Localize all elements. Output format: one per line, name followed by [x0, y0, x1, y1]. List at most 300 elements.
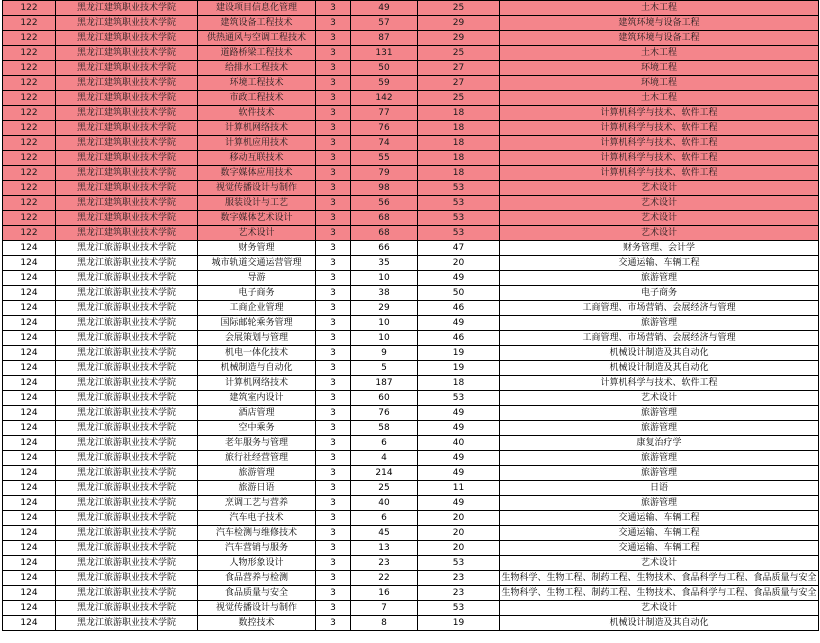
duration-cell[interactable]: 3: [316, 466, 351, 481]
major-cell[interactable]: 数字媒体艺术设计: [198, 211, 316, 226]
duration-cell[interactable]: 3: [316, 541, 351, 556]
school-code-cell[interactable]: 122: [3, 1, 56, 16]
major-cell[interactable]: 艺术设计: [198, 226, 316, 241]
category-code-cell[interactable]: 53: [418, 196, 500, 211]
enrollment-cell[interactable]: 79: [351, 166, 418, 181]
table-row: [3, 541, 819, 556]
enrollment-cell[interactable]: 13: [351, 541, 418, 556]
school-name-cell[interactable]: 黑龙江建筑职业技术学院: [56, 76, 198, 91]
target-major-cell[interactable]: 艺术设计: [500, 391, 819, 406]
duration-cell[interactable]: 3: [316, 121, 351, 136]
target-major-cell[interactable]: 计算机科学与技术、软件工程: [500, 136, 819, 151]
school-name-cell[interactable]: 黑龙江建筑职业技术学院: [56, 226, 198, 241]
category-code-cell[interactable]: 25: [418, 46, 500, 61]
major-cell[interactable]: 食品质量与安全: [198, 586, 316, 601]
enrollment-cell[interactable]: 214: [351, 466, 418, 481]
target-major-cell[interactable]: 艺术设计: [500, 181, 819, 196]
category-code-cell[interactable]: 49: [418, 271, 500, 286]
enrollment-cell[interactable]: 76: [351, 121, 418, 136]
target-major-cell[interactable]: 旅游管理: [500, 406, 819, 421]
major-cell[interactable]: 汽车营销与服务: [198, 541, 316, 556]
target-major-cell[interactable]: 计算机科学与技术、软件工程: [500, 121, 819, 136]
target-major-cell[interactable]: 日语: [500, 481, 819, 496]
duration-cell[interactable]: 3: [316, 586, 351, 601]
category-code-cell[interactable]: 29: [418, 31, 500, 46]
major-cell[interactable]: 财务管理: [198, 241, 316, 256]
enrollment-cell[interactable]: 22: [351, 571, 418, 586]
duration-cell[interactable]: 3: [316, 76, 351, 91]
category-code-cell[interactable]: 53: [418, 556, 500, 571]
duration-cell[interactable]: 3: [316, 286, 351, 301]
major-cell[interactable]: 给排水工程技术: [198, 61, 316, 76]
category-code-cell[interactable]: 18: [418, 136, 500, 151]
target-major-cell[interactable]: 机械设计制造及其自动化: [500, 361, 819, 376]
duration-cell[interactable]: 3: [316, 421, 351, 436]
table-row: [3, 226, 819, 241]
school-name-cell[interactable]: 黑龙江建筑职业技术学院: [56, 1, 198, 16]
enrollment-cell[interactable]: 29: [351, 301, 418, 316]
category-code-cell[interactable]: 50: [418, 286, 500, 301]
school-code-cell[interactable]: 124: [3, 391, 56, 406]
duration-cell[interactable]: 3: [316, 46, 351, 61]
duration-cell[interactable]: 3: [316, 136, 351, 151]
school-code-cell[interactable]: 124: [3, 556, 56, 571]
school-name-cell[interactable]: 黑龙江旅游职业技术学院: [56, 421, 198, 436]
enrollment-cell[interactable]: 131: [351, 46, 418, 61]
major-cell[interactable]: 供热通风与空调工程技术: [198, 31, 316, 46]
school-code-cell[interactable]: 124: [3, 601, 56, 616]
target-major-cell[interactable]: 电子商务: [500, 286, 819, 301]
school-name-cell[interactable]: 黑龙江旅游职业技术学院: [56, 616, 198, 631]
target-major-cell[interactable]: 计算机科学与技术、软件工程: [500, 151, 819, 166]
enrollment-cell[interactable]: 16: [351, 586, 418, 601]
school-code-cell[interactable]: 124: [3, 466, 56, 481]
major-cell[interactable]: 计算机应用技术: [198, 136, 316, 151]
category-code-cell[interactable]: 53: [418, 211, 500, 226]
category-code-cell[interactable]: 49: [418, 451, 500, 466]
category-code-cell[interactable]: 46: [418, 331, 500, 346]
school-name-cell[interactable]: 黑龙江建筑职业技术学院: [56, 31, 198, 46]
target-major-cell[interactable]: 机械设计制造及其自动化: [500, 616, 819, 631]
school-name-cell[interactable]: 黑龙江旅游职业技术学院: [56, 526, 198, 541]
major-cell[interactable]: 计算机网络技术: [198, 121, 316, 136]
major-cell[interactable]: 市政工程技术: [198, 91, 316, 106]
category-code-cell[interactable]: 53: [418, 226, 500, 241]
duration-cell[interactable]: 3: [316, 196, 351, 211]
duration-cell[interactable]: 3: [316, 571, 351, 586]
enrollment-cell[interactable]: 77: [351, 106, 418, 121]
school-code-cell[interactable]: 122: [3, 76, 56, 91]
enrollment-cell[interactable]: 35: [351, 256, 418, 271]
school-name-cell[interactable]: 黑龙江旅游职业技术学院: [56, 511, 198, 526]
category-code-cell[interactable]: 20: [418, 256, 500, 271]
school-code-cell[interactable]: 124: [3, 331, 56, 346]
target-major-cell[interactable]: 艺术设计: [500, 601, 819, 616]
school-name-cell[interactable]: 黑龙江旅游职业技术学院: [56, 481, 198, 496]
major-cell[interactable]: 视觉传播设计与制作: [198, 181, 316, 196]
school-name-cell[interactable]: 黑龙江建筑职业技术学院: [56, 211, 198, 226]
table-row: [3, 241, 819, 256]
school-name-cell[interactable]: 黑龙江旅游职业技术学院: [56, 286, 198, 301]
school-code-cell[interactable]: 124: [3, 316, 56, 331]
target-major-cell[interactable]: 计算机科学与技术、软件工程: [500, 376, 819, 391]
school-code-cell[interactable]: 124: [3, 271, 56, 286]
category-code-cell[interactable]: 11: [418, 481, 500, 496]
duration-cell[interactable]: 3: [316, 436, 351, 451]
major-cell[interactable]: 汽车电子技术: [198, 511, 316, 526]
target-major-cell[interactable]: 计算机科学与技术、软件工程: [500, 106, 819, 121]
category-code-cell[interactable]: 27: [418, 76, 500, 91]
school-code-cell[interactable]: 124: [3, 256, 56, 271]
target-major-cell[interactable]: 土木工程: [500, 1, 819, 16]
major-cell[interactable]: 国际邮轮乘务管理: [198, 316, 316, 331]
major-cell[interactable]: 烹调工艺与营养: [198, 496, 316, 511]
school-name-cell[interactable]: 黑龙江建筑职业技术学院: [56, 166, 198, 181]
duration-cell[interactable]: 3: [316, 61, 351, 76]
duration-cell[interactable]: 3: [316, 526, 351, 541]
enrollment-cell[interactable]: 4: [351, 451, 418, 466]
school-name-cell[interactable]: 黑龙江旅游职业技术学院: [56, 271, 198, 286]
school-name-cell[interactable]: 黑龙江建筑职业技术学院: [56, 106, 198, 121]
enrollment-cell[interactable]: 9: [351, 346, 418, 361]
target-major-cell[interactable]: 旅游管理: [500, 496, 819, 511]
duration-cell[interactable]: 3: [316, 181, 351, 196]
duration-cell[interactable]: 3: [316, 331, 351, 346]
duration-cell[interactable]: 3: [316, 481, 351, 496]
major-cell[interactable]: 软件技术: [198, 106, 316, 121]
category-code-cell[interactable]: 49: [418, 421, 500, 436]
target-major-cell[interactable]: 计算机科学与技术、软件工程: [500, 166, 819, 181]
enrollment-cell[interactable]: 98: [351, 181, 418, 196]
category-code-cell[interactable]: 18: [418, 106, 500, 121]
duration-cell[interactable]: 3: [316, 91, 351, 106]
major-cell[interactable]: 建设项目信息化管理: [198, 1, 316, 16]
major-cell[interactable]: 旅行社经营管理: [198, 451, 316, 466]
target-major-cell[interactable]: 旅游管理: [500, 421, 819, 436]
major-cell[interactable]: 机电一体化技术: [198, 346, 316, 361]
duration-cell[interactable]: 3: [316, 256, 351, 271]
enrollment-cell[interactable]: 68: [351, 211, 418, 226]
duration-cell[interactable]: 3: [316, 601, 351, 616]
school-name-cell[interactable]: 黑龙江旅游职业技术学院: [56, 466, 198, 481]
enrollment-cell[interactable]: 57: [351, 16, 418, 31]
major-cell[interactable]: 电子商务: [198, 286, 316, 301]
target-major-cell[interactable]: 艺术设计: [500, 196, 819, 211]
major-cell[interactable]: 空中乘务: [198, 421, 316, 436]
school-code-cell[interactable]: 124: [3, 586, 56, 601]
school-code-cell[interactable]: 122: [3, 136, 56, 151]
enrollment-cell[interactable]: 55: [351, 151, 418, 166]
major-cell[interactable]: 数控技术: [198, 616, 316, 631]
category-code-cell[interactable]: 29: [418, 16, 500, 31]
school-code-cell[interactable]: 122: [3, 211, 56, 226]
enrollment-cell[interactable]: 50: [351, 61, 418, 76]
major-cell[interactable]: 人物形象设计: [198, 556, 316, 571]
target-major-cell[interactable]: 生物科学、生物工程、制药工程、生物技术、食品科学与工程、食品质量与安全: [500, 586, 819, 601]
category-code-cell[interactable]: 19: [418, 346, 500, 361]
target-major-cell[interactable]: 工商管理、市场营销、会展经济与管理: [500, 331, 819, 346]
school-name-cell[interactable]: 黑龙江旅游职业技术学院: [56, 451, 198, 466]
school-name-cell[interactable]: 黑龙江旅游职业技术学院: [56, 496, 198, 511]
school-name-cell[interactable]: 黑龙江旅游职业技术学院: [56, 301, 198, 316]
duration-cell[interactable]: 3: [316, 406, 351, 421]
target-major-cell[interactable]: 康复治疗学: [500, 436, 819, 451]
target-major-cell[interactable]: 生物科学、生物工程、制药工程、生物技术、食品科学与工程、食品质量与安全: [500, 571, 819, 586]
school-code-cell[interactable]: 124: [3, 496, 56, 511]
duration-cell[interactable]: 3: [316, 556, 351, 571]
school-code-cell[interactable]: 124: [3, 406, 56, 421]
enrollment-cell[interactable]: 7: [351, 601, 418, 616]
category-code-cell[interactable]: 23: [418, 571, 500, 586]
enrollment-cell[interactable]: 58: [351, 421, 418, 436]
school-name-cell[interactable]: 黑龙江旅游职业技术学院: [56, 376, 198, 391]
category-code-cell[interactable]: 23: [418, 586, 500, 601]
school-code-cell[interactable]: 124: [3, 616, 56, 631]
enrollment-cell[interactable]: 23: [351, 556, 418, 571]
target-major-cell[interactable]: 交通运输、车辆工程: [500, 526, 819, 541]
major-cell[interactable]: 机械制造与自动化: [198, 361, 316, 376]
target-major-cell[interactable]: 环境工程: [500, 61, 819, 76]
school-name-cell[interactable]: 黑龙江建筑职业技术学院: [56, 16, 198, 31]
category-code-cell[interactable]: 20: [418, 526, 500, 541]
duration-cell[interactable]: 3: [316, 166, 351, 181]
school-code-cell[interactable]: 124: [3, 541, 56, 556]
school-code-cell[interactable]: 122: [3, 226, 56, 241]
target-major-cell[interactable]: 艺术设计: [500, 226, 819, 241]
school-name-cell[interactable]: 黑龙江建筑职业技术学院: [56, 181, 198, 196]
enrollment-cell[interactable]: 10: [351, 331, 418, 346]
school-code-cell[interactable]: 122: [3, 166, 56, 181]
school-name-cell[interactable]: 黑龙江旅游职业技术学院: [56, 346, 198, 361]
school-code-cell[interactable]: 124: [3, 526, 56, 541]
enrollment-cell[interactable]: 38: [351, 286, 418, 301]
school-code-cell[interactable]: 124: [3, 571, 56, 586]
school-code-cell[interactable]: 122: [3, 46, 56, 61]
category-code-cell[interactable]: 18: [418, 166, 500, 181]
duration-cell[interactable]: 3: [316, 361, 351, 376]
school-name-cell[interactable]: 黑龙江旅游职业技术学院: [56, 556, 198, 571]
target-major-cell[interactable]: 艺术设计: [500, 211, 819, 226]
school-code-cell[interactable]: 124: [3, 421, 56, 436]
duration-cell[interactable]: 3: [316, 271, 351, 286]
school-code-cell[interactable]: 122: [3, 31, 56, 46]
school-code-cell[interactable]: 124: [3, 346, 56, 361]
duration-cell[interactable]: 3: [316, 31, 351, 46]
target-major-cell[interactable]: 旅游管理: [500, 466, 819, 481]
school-name-cell[interactable]: 黑龙江建筑职业技术学院: [56, 46, 198, 61]
duration-cell[interactable]: 3: [316, 316, 351, 331]
school-name-cell[interactable]: 黑龙江建筑职业技术学院: [56, 151, 198, 166]
major-cell[interactable]: 汽车检测与维修技术: [198, 526, 316, 541]
school-name-cell[interactable]: 黑龙江旅游职业技术学院: [56, 316, 198, 331]
target-major-cell[interactable]: 建筑环境与设备工程: [500, 16, 819, 31]
enrollment-cell[interactable]: 68: [351, 226, 418, 241]
school-code-cell[interactable]: 122: [3, 106, 56, 121]
category-code-cell[interactable]: 53: [418, 181, 500, 196]
duration-cell[interactable]: 3: [316, 151, 351, 166]
school-code-cell[interactable]: 122: [3, 91, 56, 106]
category-code-cell[interactable]: 40: [418, 436, 500, 451]
major-cell[interactable]: 老年服务与管理: [198, 436, 316, 451]
school-name-cell[interactable]: 黑龙江建筑职业技术学院: [56, 61, 198, 76]
target-major-cell[interactable]: 土木工程: [500, 91, 819, 106]
category-code-cell[interactable]: 49: [418, 316, 500, 331]
school-code-cell[interactable]: 124: [3, 436, 56, 451]
category-code-cell[interactable]: 20: [418, 541, 500, 556]
major-cell[interactable]: 视觉传播设计与制作: [198, 601, 316, 616]
target-major-cell[interactable]: 交通运输、车辆工程: [500, 541, 819, 556]
major-cell[interactable]: 建筑室内设计: [198, 391, 316, 406]
school-code-cell[interactable]: 124: [3, 451, 56, 466]
target-major-cell[interactable]: 建筑环境与设备工程: [500, 31, 819, 46]
school-name-cell[interactable]: 黑龙江旅游职业技术学院: [56, 601, 198, 616]
major-cell[interactable]: 计算机网络技术: [198, 376, 316, 391]
category-code-cell[interactable]: 19: [418, 361, 500, 376]
target-major-cell[interactable]: 土木工程: [500, 46, 819, 61]
category-code-cell[interactable]: 25: [418, 1, 500, 16]
major-cell[interactable]: 数字媒体应用技术: [198, 166, 316, 181]
target-major-cell[interactable]: 交通运输、车辆工程: [500, 256, 819, 271]
duration-cell[interactable]: 3: [316, 1, 351, 16]
school-name-cell[interactable]: 黑龙江旅游职业技术学院: [56, 436, 198, 451]
school-name-cell[interactable]: 黑龙江建筑职业技术学院: [56, 136, 198, 151]
category-code-cell[interactable]: 18: [418, 376, 500, 391]
duration-cell[interactable]: 3: [316, 226, 351, 241]
category-code-cell[interactable]: 53: [418, 391, 500, 406]
category-code-cell[interactable]: 49: [418, 496, 500, 511]
duration-cell[interactable]: 3: [316, 376, 351, 391]
school-code-cell[interactable]: 124: [3, 301, 56, 316]
major-cell[interactable]: 服装设计与工艺: [198, 196, 316, 211]
major-cell[interactable]: 旅游管理: [198, 466, 316, 481]
school-name-cell[interactable]: 黑龙江建筑职业技术学院: [56, 121, 198, 136]
enrollment-cell[interactable]: 40: [351, 496, 418, 511]
duration-cell[interactable]: 3: [316, 391, 351, 406]
major-cell[interactable]: 建筑设备工程技术: [198, 16, 316, 31]
category-code-cell[interactable]: 27: [418, 61, 500, 76]
category-code-cell[interactable]: 19: [418, 616, 500, 631]
duration-cell[interactable]: 3: [316, 511, 351, 526]
target-major-cell[interactable]: 旅游管理: [500, 451, 819, 466]
major-cell[interactable]: 城市轨道交通运营管理: [198, 256, 316, 271]
category-code-cell[interactable]: 18: [418, 151, 500, 166]
enrollment-cell[interactable]: 25: [351, 481, 418, 496]
category-code-cell[interactable]: 18: [418, 121, 500, 136]
school-name-cell[interactable]: 黑龙江旅游职业技术学院: [56, 586, 198, 601]
enrollment-cell[interactable]: 6: [351, 436, 418, 451]
school-code-cell[interactable]: 122: [3, 61, 56, 76]
table-row: [3, 556, 819, 571]
category-code-cell[interactable]: 20: [418, 511, 500, 526]
duration-cell[interactable]: 3: [316, 106, 351, 121]
enrollment-cell[interactable]: 5: [351, 361, 418, 376]
school-name-cell[interactable]: 黑龙江旅游职业技术学院: [56, 361, 198, 376]
school-name-cell[interactable]: 黑龙江旅游职业技术学院: [56, 256, 198, 271]
school-name-cell[interactable]: 黑龙江旅游职业技术学院: [56, 391, 198, 406]
target-major-cell[interactable]: 交通运输、车辆工程: [500, 511, 819, 526]
school-code-cell[interactable]: 122: [3, 181, 56, 196]
school-code-cell[interactable]: 122: [3, 196, 56, 211]
enrollment-cell[interactable]: 66: [351, 241, 418, 256]
school-code-cell[interactable]: 124: [3, 241, 56, 256]
major-cell[interactable]: 移动互联技术: [198, 151, 316, 166]
enrollment-cell[interactable]: 60: [351, 391, 418, 406]
target-major-cell[interactable]: 机械设计制造及其自动化: [500, 346, 819, 361]
duration-cell[interactable]: 3: [316, 241, 351, 256]
target-major-cell[interactable]: 旅游管理: [500, 271, 819, 286]
school-name-cell[interactable]: 黑龙江建筑职业技术学院: [56, 91, 198, 106]
enrollment-cell[interactable]: 10: [351, 271, 418, 286]
target-major-cell[interactable]: 环境工程: [500, 76, 819, 91]
category-code-cell[interactable]: 49: [418, 466, 500, 481]
enrollment-cell[interactable]: 56: [351, 196, 418, 211]
school-name-cell[interactable]: 黑龙江建筑职业技术学院: [56, 196, 198, 211]
major-cell[interactable]: 会展策划与管理: [198, 331, 316, 346]
target-major-cell[interactable]: 财务管理、会计学: [500, 241, 819, 256]
enrollment-cell[interactable]: 49: [351, 1, 418, 16]
enrollment-cell[interactable]: 59: [351, 76, 418, 91]
enrollment-cell[interactable]: 87: [351, 31, 418, 46]
major-cell[interactable]: 道路桥梁工程技术: [198, 46, 316, 61]
enrollment-cell[interactable]: 6: [351, 511, 418, 526]
category-code-cell[interactable]: 49: [418, 406, 500, 421]
enrollment-cell[interactable]: 142: [351, 91, 418, 106]
major-cell[interactable]: 导游: [198, 271, 316, 286]
enrollment-cell[interactable]: 10: [351, 316, 418, 331]
category-code-cell[interactable]: 46: [418, 301, 500, 316]
school-code-cell[interactable]: 124: [3, 286, 56, 301]
major-cell[interactable]: 酒店管理: [198, 406, 316, 421]
target-major-cell[interactable]: 艺术设计: [500, 556, 819, 571]
enrollment-cell[interactable]: 74: [351, 136, 418, 151]
target-major-cell[interactable]: 旅游管理: [500, 316, 819, 331]
duration-cell[interactable]: 3: [316, 451, 351, 466]
duration-cell[interactable]: 3: [316, 16, 351, 31]
school-code-cell[interactable]: 122: [3, 121, 56, 136]
school-name-cell[interactable]: 黑龙江旅游职业技术学院: [56, 541, 198, 556]
enrollment-cell[interactable]: 8: [351, 616, 418, 631]
school-name-cell[interactable]: 黑龙江旅游职业技术学院: [56, 241, 198, 256]
category-code-cell[interactable]: 25: [418, 91, 500, 106]
table-row: [3, 196, 819, 211]
enrollment-cell[interactable]: 187: [351, 376, 418, 391]
table-row: [3, 616, 819, 631]
school-code-cell[interactable]: 124: [3, 511, 56, 526]
school-name-cell[interactable]: 黑龙江旅游职业技术学院: [56, 571, 198, 586]
category-code-cell[interactable]: 47: [418, 241, 500, 256]
major-cell[interactable]: 食品营养与检测: [198, 571, 316, 586]
major-cell[interactable]: 旅游日语: [198, 481, 316, 496]
school-code-cell[interactable]: 124: [3, 376, 56, 391]
major-cell[interactable]: 环境工程技术: [198, 76, 316, 91]
school-code-cell[interactable]: 124: [3, 481, 56, 496]
duration-cell[interactable]: 3: [316, 346, 351, 361]
enrollment-cell[interactable]: 76: [351, 406, 418, 421]
school-name-cell[interactable]: 黑龙江旅游职业技术学院: [56, 406, 198, 421]
target-major-cell[interactable]: 工商管理、市场营销、会展经济与管理: [500, 301, 819, 316]
duration-cell[interactable]: 3: [316, 211, 351, 226]
school-code-cell[interactable]: 122: [3, 151, 56, 166]
duration-cell[interactable]: 3: [316, 496, 351, 511]
category-code-cell[interactable]: 53: [418, 601, 500, 616]
school-code-cell[interactable]: 124: [3, 361, 56, 376]
school-name-cell[interactable]: 黑龙江旅游职业技术学院: [56, 331, 198, 346]
school-code-cell[interactable]: 122: [3, 16, 56, 31]
enrollment-cell[interactable]: 45: [351, 526, 418, 541]
major-cell[interactable]: 工商企业管理: [198, 301, 316, 316]
duration-cell[interactable]: 3: [316, 301, 351, 316]
duration-cell[interactable]: 3: [316, 616, 351, 631]
